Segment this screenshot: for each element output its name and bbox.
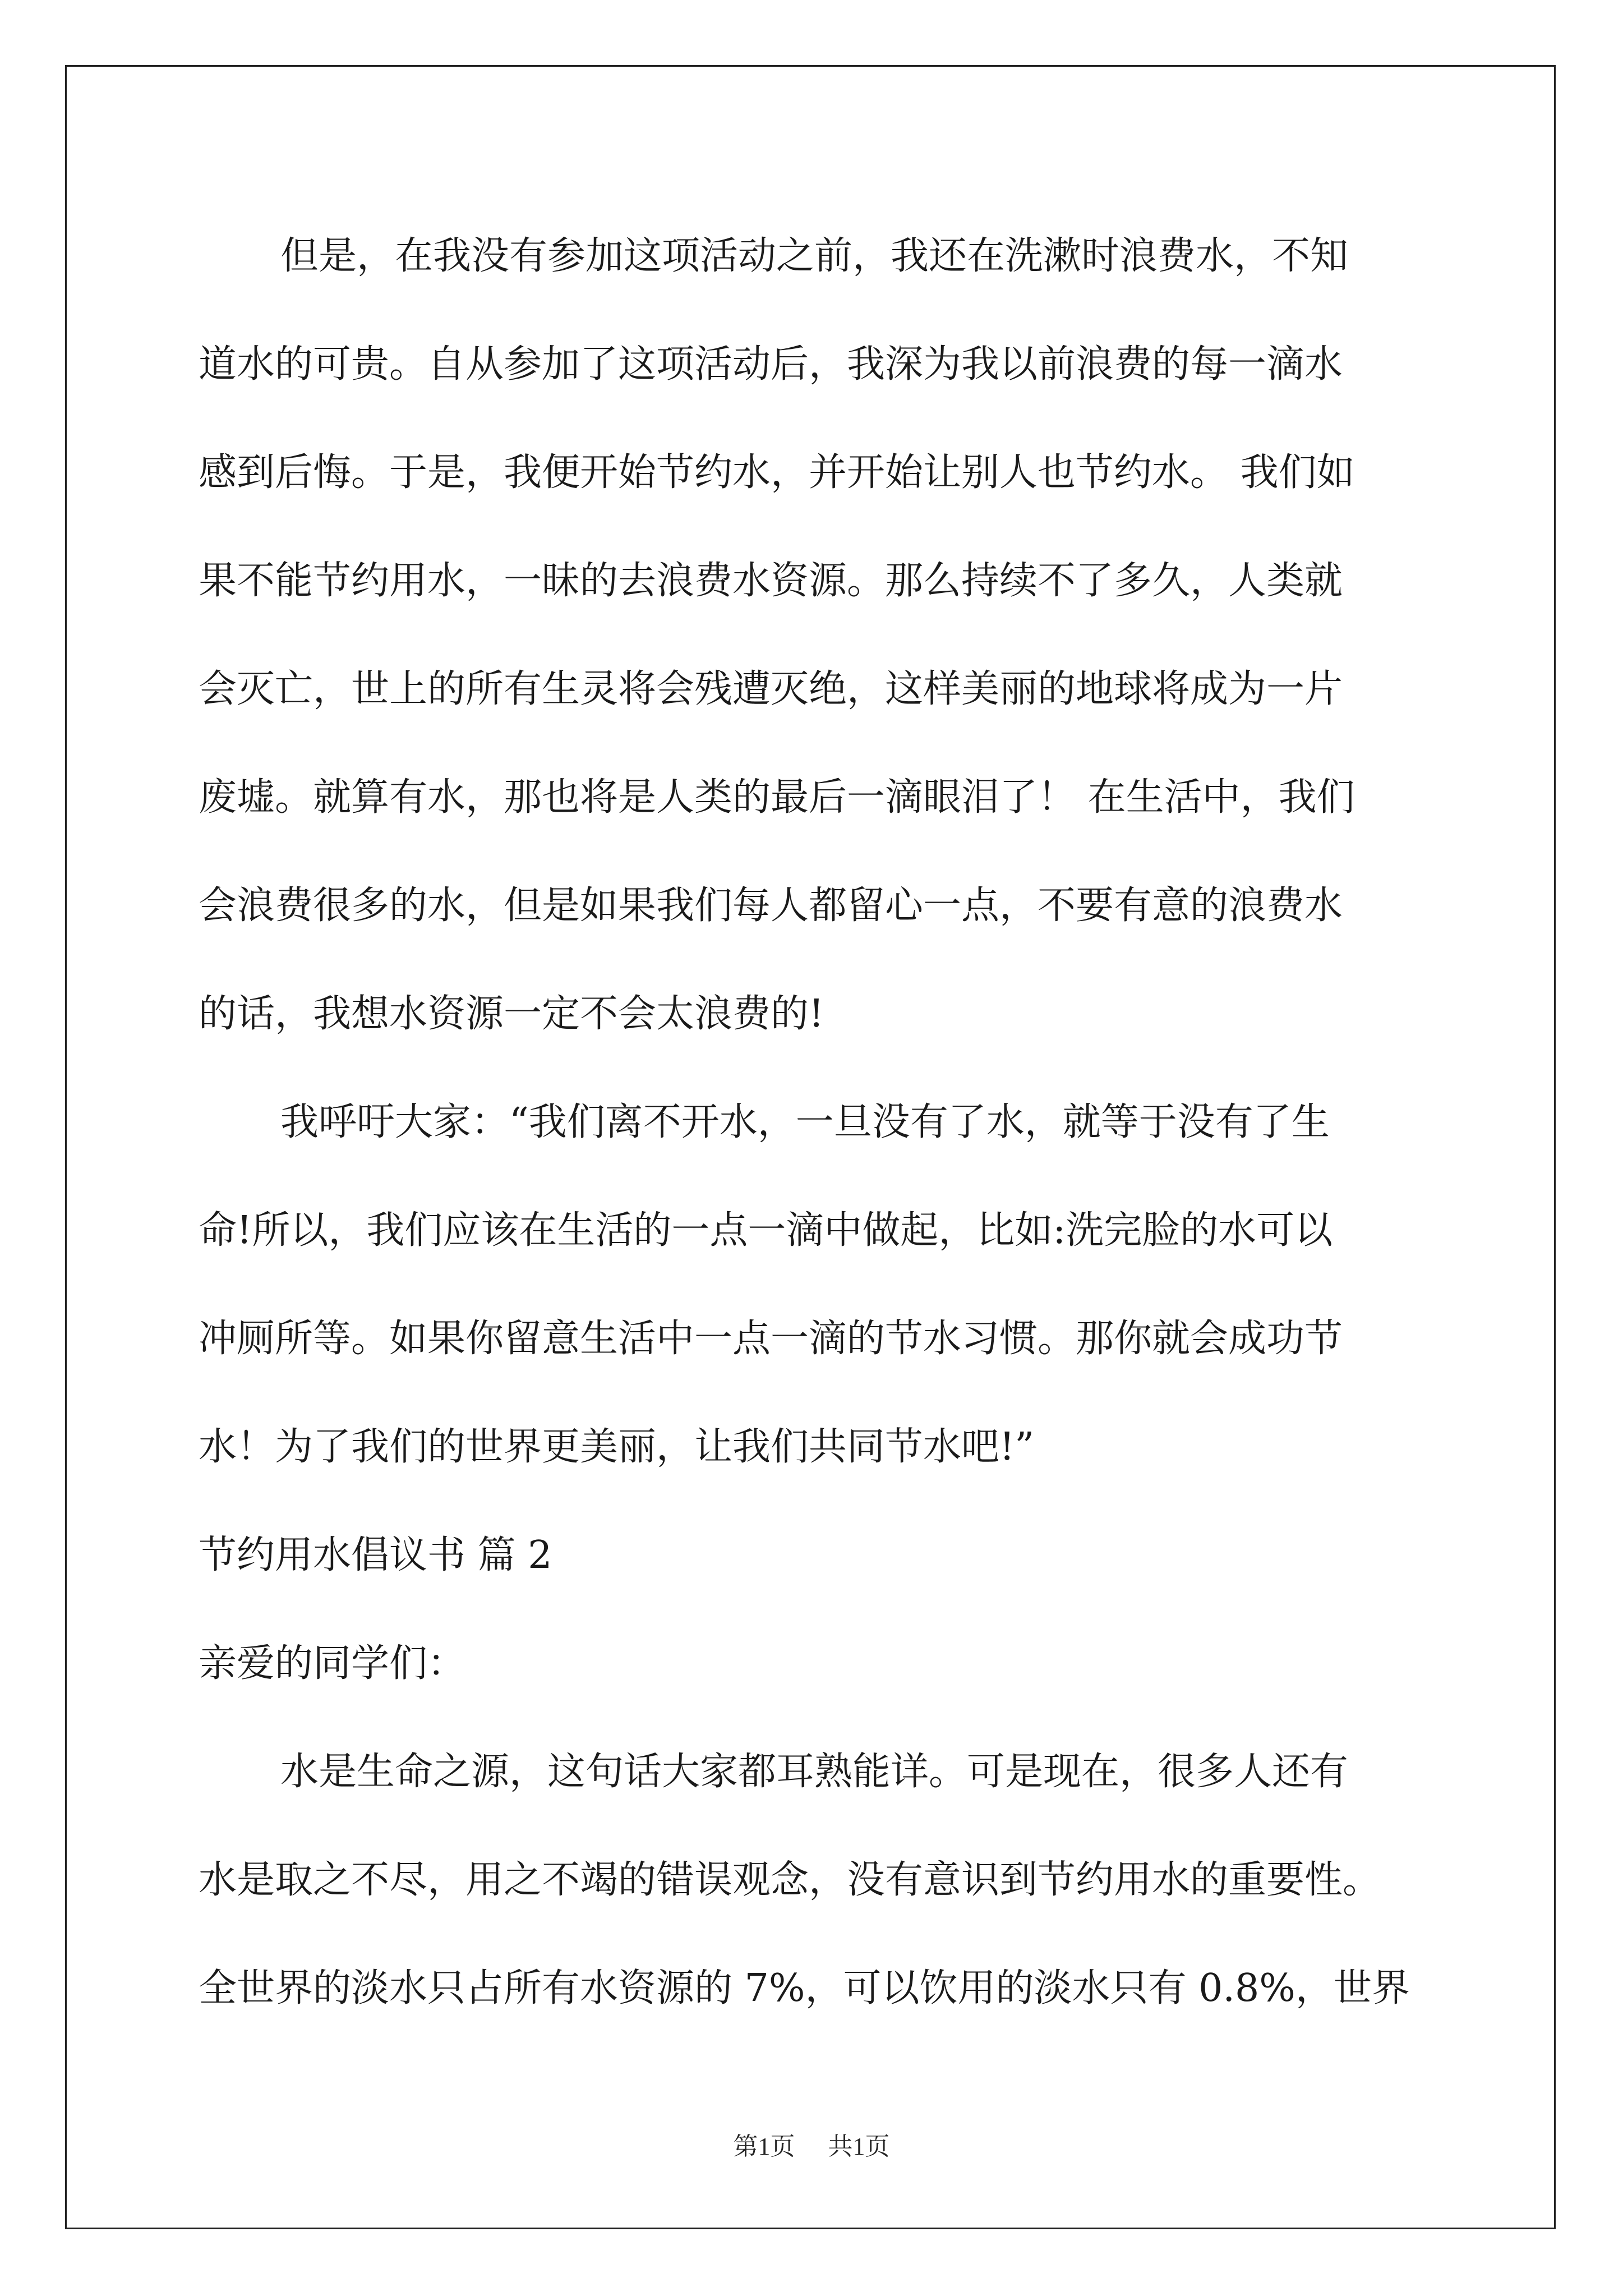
text-line: 水是生命之源，这句话大家都耳熟能详。可是现在，很多人还有	[280, 1750, 1349, 1794]
text-line: 废墟。就算有水，那也将是人类的最后一滴眼泪了！ 在生活中，我们	[199, 775, 1355, 820]
text-line: 会灭亡，世上的所有生灵将会残遭灭绝，这样美丽的地球将成为一片	[199, 667, 1343, 711]
document-body	[199, 202, 1455, 2042]
text-line: 我呼吁大家：“我们离不开水，一旦没有了水，就等于没有了生	[280, 1100, 1330, 1144]
text-line: 水是取之不尽，用之不竭的错误观念，没有意识到节约用水的重要性。	[199, 1858, 1381, 1902]
text-line: 道水的可贵。自从参加了这项活动后，我深为我以前浪费的每一滴水	[199, 342, 1343, 386]
text-line: 命!所以，我们应该在生活的一点一滴中做起，比如:洗完脸的水可以	[199, 1208, 1333, 1253]
text-line: 但是，在我没有参加这项活动之前，我还在洗漱时浪费水，不知	[280, 234, 1349, 278]
text-line: 冲厕所等。如果你留意生活中一点一滴的节水习惯。那你就会成功节	[199, 1317, 1343, 1361]
salutation: 亲爱的同学们：	[199, 1641, 466, 1686]
text-line: 水！为了我们的世界更美丽，让我们共同节水吧!”	[199, 1425, 1035, 1469]
page-total: 共1页	[828, 2133, 890, 2160]
section-heading: 节约用水倡议书 篇 2	[199, 1533, 552, 1577]
text-line: 感到后悔。于是，我便开始节约水，并开始让别人也节约水。 我们如	[199, 450, 1355, 495]
text-line: 全世界的淡水只占所有水资源的 7%，可以饮用的淡水只有 0.8%，世界	[199, 1966, 1410, 2010]
text-line: 的话，我想水资源一定不会太浪费的!	[199, 992, 824, 1036]
page-footer	[0, 2126, 1623, 2162]
page-number: 第1页	[733, 2133, 795, 2160]
text-line: 会浪费很多的水，但是如果我们每人都留心一点，不要有意的浪费水	[199, 884, 1343, 928]
text-line: 果不能节约用水，一昧的去浪费水资源。那么持续不了多久，人类就	[199, 559, 1343, 603]
